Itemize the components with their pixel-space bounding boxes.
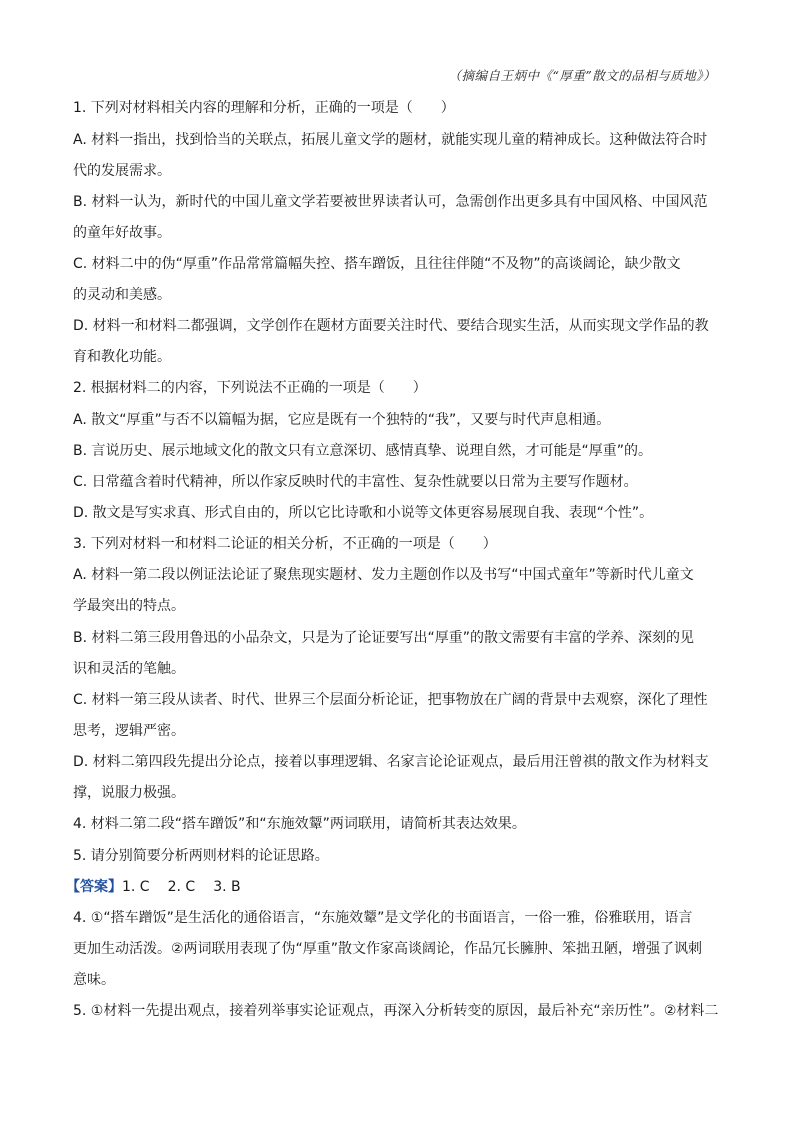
question-3-option-d: D. 材料二第四段先提出分论点，接着以事理逻辑、名家言论论证观点，最后用汪曾祺的散文作为材料支	[73, 754, 709, 770]
answer-1: 1. C	[122, 879, 150, 895]
question-2-option-c: C. 日常蕴含着时代精神，所以作家反映时代的丰富性、复杂性就要以日常为主要写作题材。	[73, 474, 638, 490]
explanation-5-line-1: 5. ①材料一先提出观点，接着列举事实论证观点，再深入分析转变的原因，最后补充“亲历性”。②材料二	[73, 1003, 719, 1019]
question-3-option-a: A. 材料一第二段以例证法论证了聚焦现实题材、发力主题创作以及书写“中国式童年”等新时代儿童文	[73, 567, 694, 583]
question-1-option-a: A. 材料一指出，找到恰当的关联点，拓展儿童文学的题材，就能实现儿童的精神成长。这种做法符合时	[73, 132, 708, 148]
question-3-option-c-cont: 思考，逻辑严密。	[73, 723, 185, 739]
source-note: （摘编自王炳中《“厚重”散文的品相与质地》）	[448, 68, 716, 83]
question-2-option-a: A. 散文“厚重”与否不以篇幅为据，它应是既有一个独特的“我”，又要与时代声息相通。	[73, 412, 611, 428]
question-1-option-b-cont: 的童年好故事。	[73, 225, 171, 241]
question-1-option-c-cont: 的灵动和美感。	[73, 287, 171, 303]
explanation-4-line-3: 意味。	[73, 972, 115, 988]
answer-tag: 【答案】	[66, 879, 122, 895]
question-3-option-c: C. 材料一第三段从读者、时代、世界三个层面分析论证，把事物放在广阔的背景中去观察，深化了理性	[73, 692, 708, 708]
question-1-option-d: D. 材料一和材料二都强调，文学创作在题材方面要关注时代、要结合现实生活，从而实现文学作品的教	[73, 318, 709, 334]
question-3-option-a-cont: 学最突出的特点。	[73, 598, 185, 614]
question-3-option-b-cont: 识和灵活的笔触。	[73, 661, 185, 677]
answer-2: 2. C	[167, 879, 196, 895]
question-1-stem: 1. 下列对材料相关内容的理解和分析，正确的一项是（ ）	[73, 100, 455, 116]
question-1-option-c: C. 材料二中的伪“厚重”作品常常篇幅失控、搭车蹭饭，且往往伴随“不及物”的高谈阔论，缺少散文	[73, 256, 681, 272]
explanation-4-line-1: 4. ①“搭车蹭饭”是生活化的通俗语言，“东施效颦”是文学化的书面语言，一俗一雅，俗雅联用，语言	[73, 910, 693, 926]
question-3-option-b: B. 材料二第三段用鲁迅的小品杂文，只是为了论证要写出“厚重”的散文需要有丰富的学养、深刻的见	[73, 630, 695, 646]
question-3-stem: 3. 下列对材料一和材料二论证的相关分析，不正确的一项是（ ）	[73, 536, 497, 552]
explanation-4-line-2: 更加生动活泼。②两词联用表现了伪“厚重”散文作家高谈阔论，作品冗长臃肿、笨拙丑陋，增强了讽刺	[73, 941, 703, 957]
answer-line	[66, 877, 241, 897]
question-2-option-b: B. 言说历史、展示地域文化的散文只有立意深切、感情真挚、说理自然，才可能是“厚重”的。	[73, 443, 653, 459]
question-1-option-d-cont: 育和教化功能。	[73, 349, 171, 365]
question-3-option-d-cont: 撑，说服力极强。	[73, 785, 185, 801]
question-1-option-a-cont: 代的发展需求。	[73, 163, 171, 179]
question-4-stem: 4. 材料二第二段“搭车蹭饭”和“东施效颦”两词联用，请简析其表达效果。	[73, 816, 526, 832]
question-5-stem: 5. 请分别简要分析两则材料的论证思路。	[73, 848, 329, 864]
question-2-option-d: D. 散文是写实求真、形式自由的，所以它比诗歌和小说等文体更容易展现自我、表现“个性”。	[73, 505, 654, 521]
question-2-stem: 2. 根据材料二的内容，下列说法不正确的一项是（ ）	[73, 380, 427, 396]
question-1-option-b: B. 材料一认为，新时代的中国儿童文学若要被世界读者认可，急需创作出更多具有中国风格、中国风范	[73, 194, 708, 210]
answer-3: 3. B	[213, 879, 241, 895]
